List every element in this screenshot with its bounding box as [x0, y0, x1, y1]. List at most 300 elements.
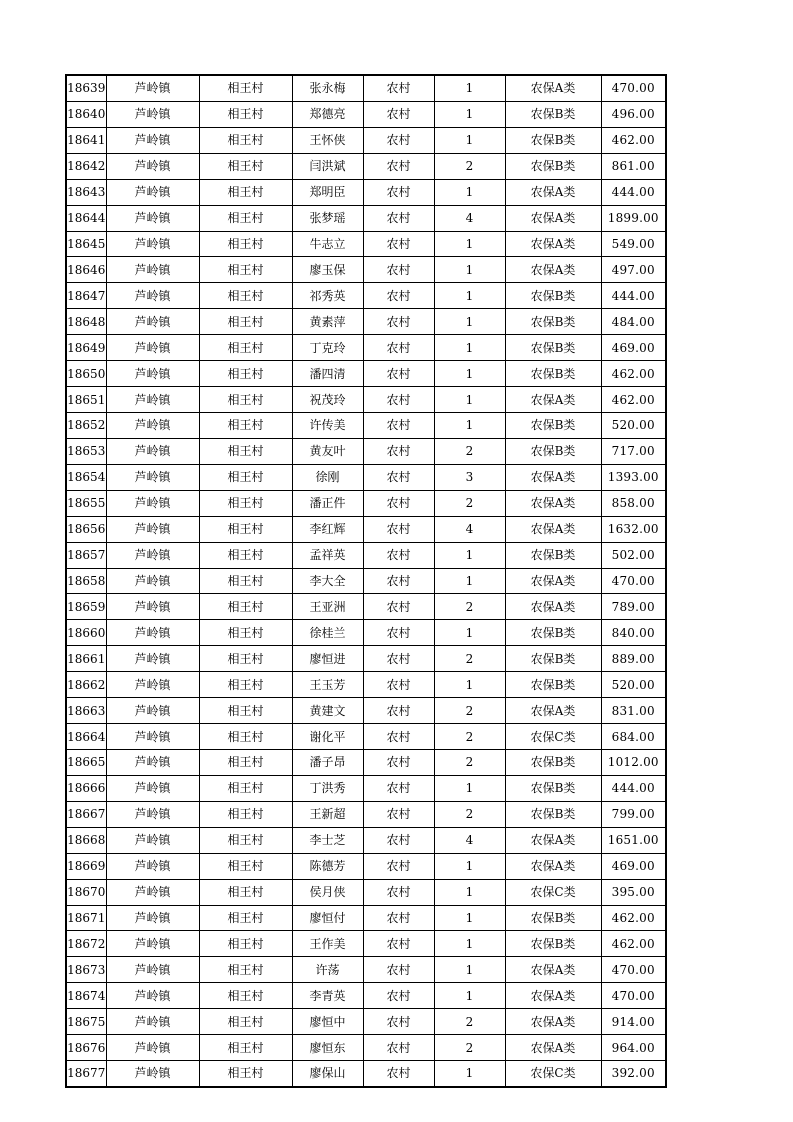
area-cell: 农村 — [363, 101, 434, 127]
id-cell: 18672 — [66, 931, 106, 957]
village-cell: 相王村 — [199, 101, 292, 127]
table-row — [66, 257, 666, 283]
name-cell: 潘子昂 — [292, 749, 363, 775]
name-cell: 侯月侠 — [292, 879, 363, 905]
town-cell: 芦岭镇 — [106, 1035, 199, 1061]
count-cell: 1 — [434, 905, 505, 931]
town-cell: 芦岭镇 — [106, 775, 199, 801]
count-cell: 1 — [434, 620, 505, 646]
category-cell: 农保A类 — [505, 594, 601, 620]
amount-cell: 469.00 — [601, 853, 666, 879]
name-cell: 张永梅 — [292, 75, 363, 101]
town-cell: 芦岭镇 — [106, 464, 199, 490]
category-cell: 农保B类 — [505, 153, 601, 179]
table-row — [66, 387, 666, 413]
area-cell: 农村 — [363, 127, 434, 153]
name-cell: 廖恒东 — [292, 1035, 363, 1061]
table-row — [66, 438, 666, 464]
village-cell: 相王村 — [199, 464, 292, 490]
category-cell: 农保A类 — [505, 257, 601, 283]
area-cell: 农村 — [363, 957, 434, 983]
town-cell: 芦岭镇 — [106, 101, 199, 127]
village-cell: 相王村 — [199, 542, 292, 568]
town-cell: 芦岭镇 — [106, 283, 199, 309]
town-cell: 芦岭镇 — [106, 905, 199, 931]
count-cell: 1 — [434, 257, 505, 283]
table-row — [66, 464, 666, 490]
name-cell: 李青英 — [292, 983, 363, 1009]
table-row — [66, 153, 666, 179]
id-cell: 18647 — [66, 283, 106, 309]
count-cell: 1 — [434, 283, 505, 309]
table-row — [66, 724, 666, 750]
amount-cell: 444.00 — [601, 179, 666, 205]
table-body — [66, 75, 666, 1087]
town-cell: 芦岭镇 — [106, 672, 199, 698]
count-cell: 1 — [434, 412, 505, 438]
town-cell: 芦岭镇 — [106, 749, 199, 775]
village-cell: 相王村 — [199, 361, 292, 387]
table-row — [66, 853, 666, 879]
count-cell: 1 — [434, 179, 505, 205]
name-cell: 许传美 — [292, 412, 363, 438]
data-table — [65, 74, 667, 1088]
amount-cell: 717.00 — [601, 438, 666, 464]
area-cell: 农村 — [363, 905, 434, 931]
area-cell: 农村 — [363, 827, 434, 853]
village-cell: 相王村 — [199, 516, 292, 542]
table-row — [66, 646, 666, 672]
area-cell: 农村 — [363, 257, 434, 283]
town-cell: 芦岭镇 — [106, 724, 199, 750]
category-cell: 农保A类 — [505, 568, 601, 594]
village-cell: 相王村 — [199, 698, 292, 724]
amount-cell: 395.00 — [601, 879, 666, 905]
name-cell: 谢化平 — [292, 724, 363, 750]
area-cell: 农村 — [363, 620, 434, 646]
table-row — [66, 231, 666, 257]
category-cell: 农保A类 — [505, 698, 601, 724]
category-cell: 农保C类 — [505, 879, 601, 905]
id-cell: 18659 — [66, 594, 106, 620]
id-cell: 18677 — [66, 1061, 106, 1087]
village-cell: 相王村 — [199, 231, 292, 257]
category-cell: 农保B类 — [505, 801, 601, 827]
count-cell: 1 — [434, 127, 505, 153]
amount-cell: 462.00 — [601, 361, 666, 387]
count-cell: 1 — [434, 775, 505, 801]
id-cell: 18665 — [66, 749, 106, 775]
category-cell: 农保C类 — [505, 724, 601, 750]
amount-cell: 861.00 — [601, 153, 666, 179]
amount-cell: 470.00 — [601, 957, 666, 983]
name-cell: 李士芝 — [292, 827, 363, 853]
town-cell: 芦岭镇 — [106, 438, 199, 464]
amount-cell: 1012.00 — [601, 749, 666, 775]
table-row — [66, 1061, 666, 1087]
amount-cell: 789.00 — [601, 594, 666, 620]
town-cell: 芦岭镇 — [106, 490, 199, 516]
table-row — [66, 335, 666, 361]
count-cell: 2 — [434, 594, 505, 620]
table-row — [66, 594, 666, 620]
table-row — [66, 905, 666, 931]
area-cell: 农村 — [363, 1061, 434, 1087]
amount-cell: 684.00 — [601, 724, 666, 750]
area-cell: 农村 — [363, 698, 434, 724]
category-cell: 农保A类 — [505, 205, 601, 231]
town-cell: 芦岭镇 — [106, 698, 199, 724]
town-cell: 芦岭镇 — [106, 931, 199, 957]
name-cell: 许荡 — [292, 957, 363, 983]
area-cell: 农村 — [363, 1009, 434, 1035]
id-cell: 18645 — [66, 231, 106, 257]
category-cell: 农保A类 — [505, 75, 601, 101]
name-cell: 王玉芳 — [292, 672, 363, 698]
table-row — [66, 283, 666, 309]
category-cell: 农保A类 — [505, 231, 601, 257]
count-cell: 2 — [434, 646, 505, 672]
id-cell: 18653 — [66, 438, 106, 464]
count-cell: 1 — [434, 1061, 505, 1087]
area-cell: 农村 — [363, 542, 434, 568]
category-cell: 农保B类 — [505, 646, 601, 672]
id-cell: 18663 — [66, 698, 106, 724]
id-cell: 18655 — [66, 490, 106, 516]
town-cell: 芦岭镇 — [106, 179, 199, 205]
count-cell: 2 — [434, 1009, 505, 1035]
category-cell: 农保B类 — [505, 775, 601, 801]
name-cell: 郑德亮 — [292, 101, 363, 127]
name-cell: 廖保山 — [292, 1061, 363, 1087]
table-row — [66, 127, 666, 153]
area-cell: 农村 — [363, 335, 434, 361]
category-cell: 农保B类 — [505, 101, 601, 127]
category-cell: 农保A类 — [505, 516, 601, 542]
table-row — [66, 101, 666, 127]
id-cell: 18644 — [66, 205, 106, 231]
village-cell: 相王村 — [199, 179, 292, 205]
area-cell: 农村 — [363, 309, 434, 335]
name-cell: 廖恒进 — [292, 646, 363, 672]
village-cell: 相王村 — [199, 620, 292, 646]
village-cell: 相王村 — [199, 1061, 292, 1087]
amount-cell: 392.00 — [601, 1061, 666, 1087]
village-cell: 相王村 — [199, 957, 292, 983]
name-cell: 徐桂兰 — [292, 620, 363, 646]
id-cell: 18674 — [66, 983, 106, 1009]
amount-cell: 484.00 — [601, 309, 666, 335]
town-cell: 芦岭镇 — [106, 205, 199, 231]
id-cell: 18648 — [66, 309, 106, 335]
name-cell: 丁洪秀 — [292, 775, 363, 801]
town-cell: 芦岭镇 — [106, 853, 199, 879]
table-row — [66, 361, 666, 387]
area-cell: 农村 — [363, 853, 434, 879]
count-cell: 1 — [434, 879, 505, 905]
id-cell: 18667 — [66, 801, 106, 827]
id-cell: 18658 — [66, 568, 106, 594]
category-cell: 农保B类 — [505, 905, 601, 931]
category-cell: 农保B类 — [505, 412, 601, 438]
name-cell: 张梦瑶 — [292, 205, 363, 231]
amount-cell: 914.00 — [601, 1009, 666, 1035]
id-cell: 18670 — [66, 879, 106, 905]
amount-cell: 444.00 — [601, 283, 666, 309]
amount-cell: 462.00 — [601, 127, 666, 153]
town-cell: 芦岭镇 — [106, 127, 199, 153]
category-cell: 农保B类 — [505, 283, 601, 309]
amount-cell: 462.00 — [601, 931, 666, 957]
town-cell: 芦岭镇 — [106, 1009, 199, 1035]
town-cell: 芦岭镇 — [106, 361, 199, 387]
table-row — [66, 827, 666, 853]
name-cell: 李大全 — [292, 568, 363, 594]
village-cell: 相王村 — [199, 309, 292, 335]
area-cell: 农村 — [363, 283, 434, 309]
id-cell: 18651 — [66, 387, 106, 413]
area-cell: 农村 — [363, 412, 434, 438]
count-cell: 1 — [434, 672, 505, 698]
count-cell: 2 — [434, 490, 505, 516]
area-cell: 农村 — [363, 568, 434, 594]
category-cell: 农保A类 — [505, 853, 601, 879]
id-cell: 18646 — [66, 257, 106, 283]
town-cell: 芦岭镇 — [106, 309, 199, 335]
count-cell: 1 — [434, 542, 505, 568]
table-row — [66, 749, 666, 775]
table-row — [66, 179, 666, 205]
id-cell: 18661 — [66, 646, 106, 672]
id-cell: 18649 — [66, 335, 106, 361]
category-cell: 农保B类 — [505, 127, 601, 153]
name-cell: 闫洪斌 — [292, 153, 363, 179]
category-cell: 农保B类 — [505, 749, 601, 775]
category-cell: 农保A类 — [505, 387, 601, 413]
village-cell: 相王村 — [199, 568, 292, 594]
count-cell: 1 — [434, 983, 505, 1009]
category-cell: 农保A类 — [505, 464, 601, 490]
id-cell: 18657 — [66, 542, 106, 568]
name-cell: 黄友叶 — [292, 438, 363, 464]
name-cell: 陈德芳 — [292, 853, 363, 879]
village-cell: 相王村 — [199, 905, 292, 931]
id-cell: 18666 — [66, 775, 106, 801]
amount-cell: 840.00 — [601, 620, 666, 646]
count-cell: 2 — [434, 438, 505, 464]
amount-cell: 889.00 — [601, 646, 666, 672]
town-cell: 芦岭镇 — [106, 646, 199, 672]
village-cell: 相王村 — [199, 205, 292, 231]
town-cell: 芦岭镇 — [106, 1061, 199, 1087]
amount-cell: 520.00 — [601, 672, 666, 698]
name-cell: 孟祥英 — [292, 542, 363, 568]
id-cell: 18668 — [66, 827, 106, 853]
table-row — [66, 775, 666, 801]
amount-cell: 549.00 — [601, 231, 666, 257]
id-cell: 18673 — [66, 957, 106, 983]
amount-cell: 858.00 — [601, 490, 666, 516]
area-cell: 农村 — [363, 931, 434, 957]
id-cell: 18639 — [66, 75, 106, 101]
id-cell: 18676 — [66, 1035, 106, 1061]
id-cell: 18652 — [66, 412, 106, 438]
category-cell: 农保A类 — [505, 1009, 601, 1035]
amount-cell: 502.00 — [601, 542, 666, 568]
name-cell: 祁秀英 — [292, 283, 363, 309]
town-cell: 芦岭镇 — [106, 827, 199, 853]
table-row — [66, 75, 666, 101]
count-cell: 1 — [434, 335, 505, 361]
count-cell: 2 — [434, 153, 505, 179]
table-row — [66, 879, 666, 905]
id-cell: 18671 — [66, 905, 106, 931]
category-cell: 农保A类 — [505, 983, 601, 1009]
amount-cell: 964.00 — [601, 1035, 666, 1061]
name-cell: 李红辉 — [292, 516, 363, 542]
town-cell: 芦岭镇 — [106, 387, 199, 413]
area-cell: 农村 — [363, 438, 434, 464]
area-cell: 农村 — [363, 594, 434, 620]
table-row — [66, 516, 666, 542]
area-cell: 农村 — [363, 879, 434, 905]
village-cell: 相王村 — [199, 1009, 292, 1035]
town-cell: 芦岭镇 — [106, 983, 199, 1009]
name-cell: 廖恒付 — [292, 905, 363, 931]
category-cell: 农保A类 — [505, 490, 601, 516]
count-cell: 1 — [434, 231, 505, 257]
id-cell: 18650 — [66, 361, 106, 387]
amount-cell: 470.00 — [601, 983, 666, 1009]
amount-cell: 470.00 — [601, 75, 666, 101]
name-cell: 潘正件 — [292, 490, 363, 516]
table-row — [66, 672, 666, 698]
category-cell: 农保B类 — [505, 335, 601, 361]
town-cell: 芦岭镇 — [106, 231, 199, 257]
village-cell: 相王村 — [199, 438, 292, 464]
village-cell: 相王村 — [199, 775, 292, 801]
table-row — [66, 1035, 666, 1061]
village-cell: 相王村 — [199, 335, 292, 361]
amount-cell: 1651.00 — [601, 827, 666, 853]
area-cell: 农村 — [363, 361, 434, 387]
category-cell: 农保B类 — [505, 931, 601, 957]
area-cell: 农村 — [363, 231, 434, 257]
table-row — [66, 412, 666, 438]
village-cell: 相王村 — [199, 283, 292, 309]
table-row — [66, 801, 666, 827]
village-cell: 相王村 — [199, 853, 292, 879]
town-cell: 芦岭镇 — [106, 153, 199, 179]
count-cell: 4 — [434, 205, 505, 231]
village-cell: 相王村 — [199, 594, 292, 620]
village-cell: 相王村 — [199, 646, 292, 672]
village-cell: 相王村 — [199, 412, 292, 438]
town-cell: 芦岭镇 — [106, 542, 199, 568]
name-cell: 徐刚 — [292, 464, 363, 490]
amount-cell: 497.00 — [601, 257, 666, 283]
area-cell: 农村 — [363, 179, 434, 205]
table-row — [66, 957, 666, 983]
category-cell: 农保A类 — [505, 827, 601, 853]
area-cell: 农村 — [363, 75, 434, 101]
amount-cell: 1393.00 — [601, 464, 666, 490]
area-cell: 农村 — [363, 490, 434, 516]
category-cell: 农保A类 — [505, 1035, 601, 1061]
village-cell: 相王村 — [199, 724, 292, 750]
town-cell: 芦岭镇 — [106, 801, 199, 827]
name-cell: 黄建文 — [292, 698, 363, 724]
town-cell: 芦岭镇 — [106, 568, 199, 594]
town-cell: 芦岭镇 — [106, 620, 199, 646]
town-cell: 芦岭镇 — [106, 257, 199, 283]
table-row — [66, 698, 666, 724]
area-cell: 农村 — [363, 646, 434, 672]
town-cell: 芦岭镇 — [106, 335, 199, 361]
amount-cell: 496.00 — [601, 101, 666, 127]
amount-cell: 799.00 — [601, 801, 666, 827]
village-cell: 相王村 — [199, 827, 292, 853]
category-cell: 农保C类 — [505, 1061, 601, 1087]
area-cell: 农村 — [363, 205, 434, 231]
name-cell: 丁克玲 — [292, 335, 363, 361]
category-cell: 农保B类 — [505, 620, 601, 646]
area-cell: 农村 — [363, 775, 434, 801]
area-cell: 农村 — [363, 1035, 434, 1061]
name-cell: 王新超 — [292, 801, 363, 827]
village-cell: 相王村 — [199, 387, 292, 413]
village-cell: 相王村 — [199, 153, 292, 179]
count-cell: 1 — [434, 853, 505, 879]
table-row — [66, 1009, 666, 1035]
name-cell: 黄素萍 — [292, 309, 363, 335]
count-cell: 4 — [434, 516, 505, 542]
area-cell: 农村 — [363, 983, 434, 1009]
count-cell: 1 — [434, 957, 505, 983]
amount-cell: 470.00 — [601, 568, 666, 594]
village-cell: 相王村 — [199, 75, 292, 101]
area-cell: 农村 — [363, 516, 434, 542]
category-cell: 农保A类 — [505, 179, 601, 205]
id-cell: 18662 — [66, 672, 106, 698]
count-cell: 1 — [434, 75, 505, 101]
name-cell: 王作美 — [292, 931, 363, 957]
area-cell: 农村 — [363, 801, 434, 827]
area-cell: 农村 — [363, 724, 434, 750]
name-cell: 廖玉保 — [292, 257, 363, 283]
name-cell: 王怀侠 — [292, 127, 363, 153]
village-cell: 相王村 — [199, 749, 292, 775]
id-cell: 18642 — [66, 153, 106, 179]
village-cell: 相王村 — [199, 1035, 292, 1061]
table-row — [66, 983, 666, 1009]
village-cell: 相王村 — [199, 490, 292, 516]
id-cell: 18643 — [66, 179, 106, 205]
name-cell: 牛志立 — [292, 231, 363, 257]
town-cell: 芦岭镇 — [106, 75, 199, 101]
area-cell: 农村 — [363, 387, 434, 413]
amount-cell: 444.00 — [601, 775, 666, 801]
village-cell: 相王村 — [199, 257, 292, 283]
amount-cell: 462.00 — [601, 905, 666, 931]
category-cell: 农保A类 — [505, 957, 601, 983]
table-row — [66, 620, 666, 646]
amount-cell: 469.00 — [601, 335, 666, 361]
table-row — [66, 568, 666, 594]
category-cell: 农保B类 — [505, 361, 601, 387]
area-cell: 农村 — [363, 153, 434, 179]
id-cell: 18641 — [66, 127, 106, 153]
